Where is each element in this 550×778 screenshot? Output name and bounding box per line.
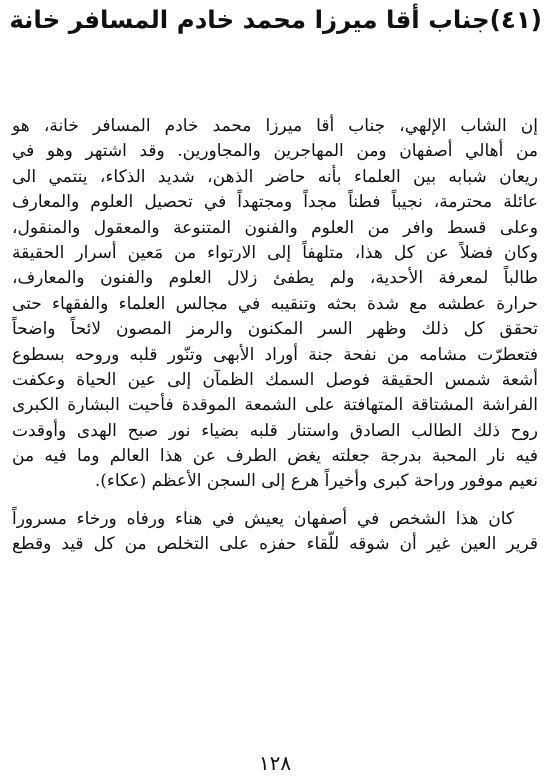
text-line: أشعة شمس الحقيقة فوصل السمك الظمآن إلى عين الحياة وعكفت	[12, 369, 538, 390]
text-line: وكان فضلاً عن كل هذا، متلهفاً إلى الارتواء من مَعين أسرار الحقيقة	[12, 242, 538, 263]
body-text	[12, 114, 538, 558]
page-number: ١٢٨	[258, 751, 292, 775]
text-line: الفراشة المشتاقة المتهافتة على الشمعة الموقدة فأحيت البشارة الكبرى	[12, 395, 538, 416]
text-line: طالباً لمعرفة الأحدية، ولم يطفئ زلال العلوم والفنون والمعارف،	[12, 268, 538, 289]
text-line: تحقق كل ذلك وظهر السر المكنون والرمز المصون لائحاً واضحاً	[12, 319, 538, 340]
text-line: وعلى قسط وافر من العلوم والفنون المتنوعة والمعقول والمنقول،	[12, 217, 538, 238]
paragraph-1	[12, 114, 538, 495]
text-line: كان هذا الشخص في أصفهان يعيش في هناء ورفاه ورخاء مسروراً	[12, 508, 514, 529]
section-title: (٤١)جناب أقا ميرزا محمد خادم المسافر خانة	[9, 5, 542, 34]
text-line: إن الشاب الإلهي، جناب أقا ميرزا محمد خادم المسافر خانة، هو	[12, 116, 538, 136]
text-line: حرارة عطشه مع شدة بحثه وتنقيبه في مجالس العلماء والفقهاء حتى	[12, 293, 538, 314]
text-line: فيه نار المحبة بدرجة جعلته يغض الطرف عن هذا العالم وما فيه من	[12, 446, 538, 467]
text-line: روح ذلك الطالب الصادق واستنار قلبه بضياء نور صبح الهدى وأوقدت	[12, 420, 538, 441]
text-line: نعيم موفور وراحة كبرى وأخيراً هرع إلى السجن الأعظم (عكاء).	[94, 471, 538, 492]
text-line: فتعطرّت مشامه من نفحة جنة أوراد الأبهى وتنّور قلبه وروحه بسطوع	[12, 344, 538, 365]
text-line: من أهالي أصفهان ومن المهاجرين والمجاورين. وقد اشتهر وهو في	[12, 141, 538, 162]
text-line: ريعان شبابه بين العلماء بأنه حاضر الذهن، شديد الذكاء، ينتمي الى	[12, 166, 538, 187]
text-line: قرير العين غير أن شوقه للّقاء حفزه على التخلص من كل قيد وقطع	[12, 534, 538, 555]
text-line: عائلة محترمة، نجيباً فطناً مجداً ومجتهداً في تحصيل العلوم والمعارف	[12, 192, 538, 213]
paragraph-2	[12, 507, 538, 558]
